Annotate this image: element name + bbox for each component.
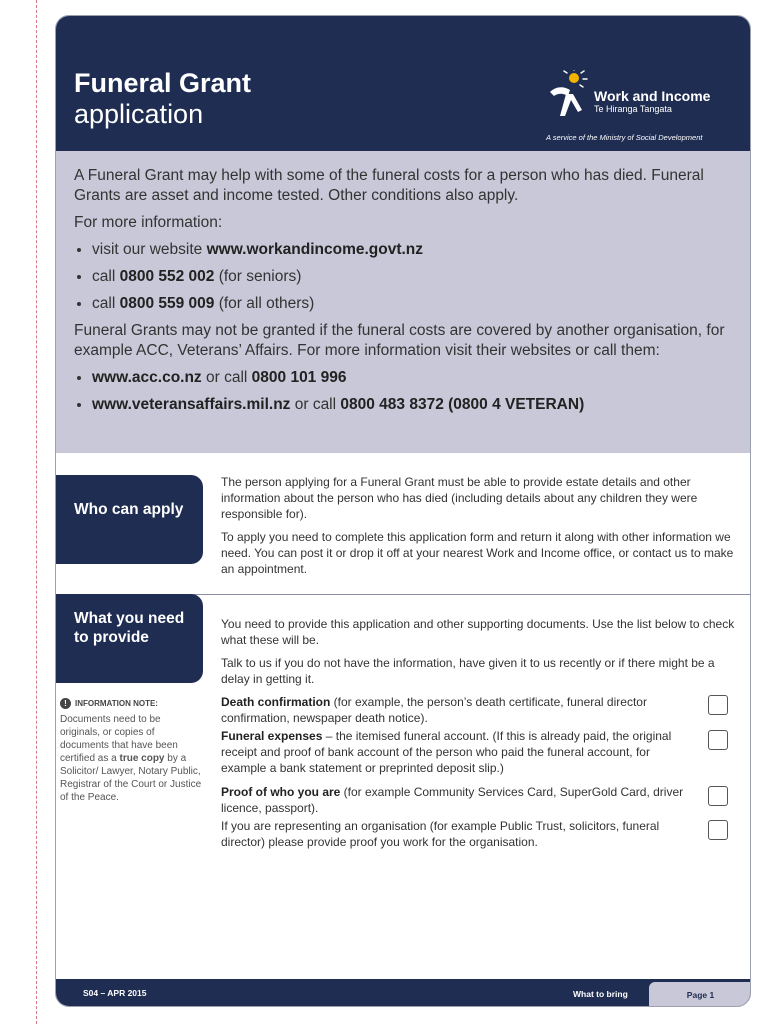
death-confirmation-checkbox[interactable]: [708, 695, 728, 715]
intro-paragraph: A Funeral Grant may help with some of the funeral costs for a person who has died. Funeral Grants are asset and income tested. Other conditions also apply.: [74, 167, 704, 204]
acc-contact: • www.acc.co.nz or call 0800 101 996: [92, 368, 734, 388]
who-can-apply-paragraph-1: The person applying for a Funeral Grant must be able to provide estate details and other information about the person who has died (including details about any children they were responsible for).: [221, 475, 698, 521]
page-footer: [56, 979, 751, 1007]
checklist-item-proof-of-identity: Proof of who you are (for example Community Services Card, SuperGold Card, driver licence, passport).: [221, 784, 746, 816]
contact-seniors-phone: • call 0800 552 002 (for seniors): [92, 267, 734, 287]
acc-website-link[interactable]: www.acc.co.nz: [92, 369, 202, 386]
other-organisations-paragraph: Funeral Grants may not be granted if the funeral costs are covered by another organisation, for example ACC, Veterans’ Affairs. For more information visit their websites or call them:: [74, 322, 725, 359]
contact-list: [74, 240, 734, 314]
organisation-proof-checkbox[interactable]: [708, 820, 728, 840]
intro-panel: [56, 151, 751, 453]
seniors-phone: 0800 552 002: [119, 268, 215, 285]
more-info-heading: For more information:: [74, 214, 223, 231]
veterans-website-link[interactable]: www.veteransaffairs.mil.nz: [92, 396, 291, 413]
checklist-item-organisation-proof: If you are representing an organisation (for example Public Trust, solicitors, funeral director) please provide proof you work for the organisation.: [221, 818, 746, 850]
section-tab-what-to-provide: What you need to provide: [56, 594, 203, 683]
work-and-income-logo-icon: [546, 70, 590, 118]
what-to-provide-paragraph-2: Talk to us if you do not have the information, have given it to us recently or if there might be a delay in getting it.: [221, 656, 715, 686]
logo-maori-name: Te Hiranga Tangata: [594, 104, 672, 114]
work-and-income-logo: [546, 68, 746, 148]
logo-brand-name: Work and Income: [594, 88, 711, 104]
footer-section-label: What to bring: [573, 989, 628, 999]
page-title: Funeral Grant: [74, 68, 252, 98]
who-can-apply-paragraph-2: To apply you need to complete this application form and return it along with other information we need. You can post it or drop it off at your nearest Work and Income office, or contact us to make an appointment.: [221, 530, 734, 576]
what-to-provide-paragraph-1: You need to provide this application and other supporting documents. Use the list below to check what these will be.: [221, 617, 735, 647]
logo-service-line: A service of the Ministry of Social Development: [546, 133, 703, 142]
veterans-phone: 0800 483 8372 (0800 4 VETERAN): [340, 396, 585, 413]
checklist-item-death-confirmation: Death confirmation (for example, the person’s death certificate, funeral director confirmation, newspaper death notice).: [221, 694, 746, 726]
acc-phone: 0800 101 996: [251, 369, 347, 386]
information-note-heading: INFORMATION NOTE:: [75, 699, 158, 708]
section-tab-who-can-apply: Who can apply: [56, 475, 203, 564]
header-banner: [56, 16, 751, 151]
checklist-item-funeral-expenses: Funeral expenses – the itemised funeral account. (If this is already paid, the original receipt and proof of bank account of the person who paid the funeral account, for example a bank statement or preprinted deposit slip.): [221, 728, 746, 776]
who-can-apply-text: [221, 474, 746, 584]
form-page: [55, 15, 751, 1007]
organisation-links: [74, 368, 734, 415]
form-code: S04 – APR 2015: [83, 988, 147, 998]
document-checklist: [221, 694, 746, 850]
page-number: Page 1: [649, 982, 751, 1007]
page-subtitle: application: [74, 99, 204, 129]
information-note: ! INFORMATION NOTE: Documents need to be originals, or copies of documents that have been certified as a true copy by a Solicitor/ Lawyer, Notary Public, Registrar of the Court or Justice of the Peace.: [60, 699, 202, 803]
contact-others-phone: • call 0800 559 009 (for all others): [92, 294, 734, 314]
contact-website: • visit our website www.workandincome.govt.nz: [92, 240, 734, 260]
what-to-provide-text: [221, 616, 746, 694]
cut-line: [36, 0, 37, 1024]
website-link[interactable]: www.workandincome.govt.nz: [206, 241, 424, 258]
veterans-contact: • www.veteransaffairs.mil.nz or call 0800 483 8372 (0800 4 VETERAN): [92, 395, 734, 415]
others-phone: 0800 559 009: [119, 295, 215, 312]
info-icon: !: [60, 698, 71, 709]
funeral-expenses-checkbox[interactable]: [708, 730, 728, 750]
proof-of-identity-checkbox[interactable]: [708, 786, 728, 806]
